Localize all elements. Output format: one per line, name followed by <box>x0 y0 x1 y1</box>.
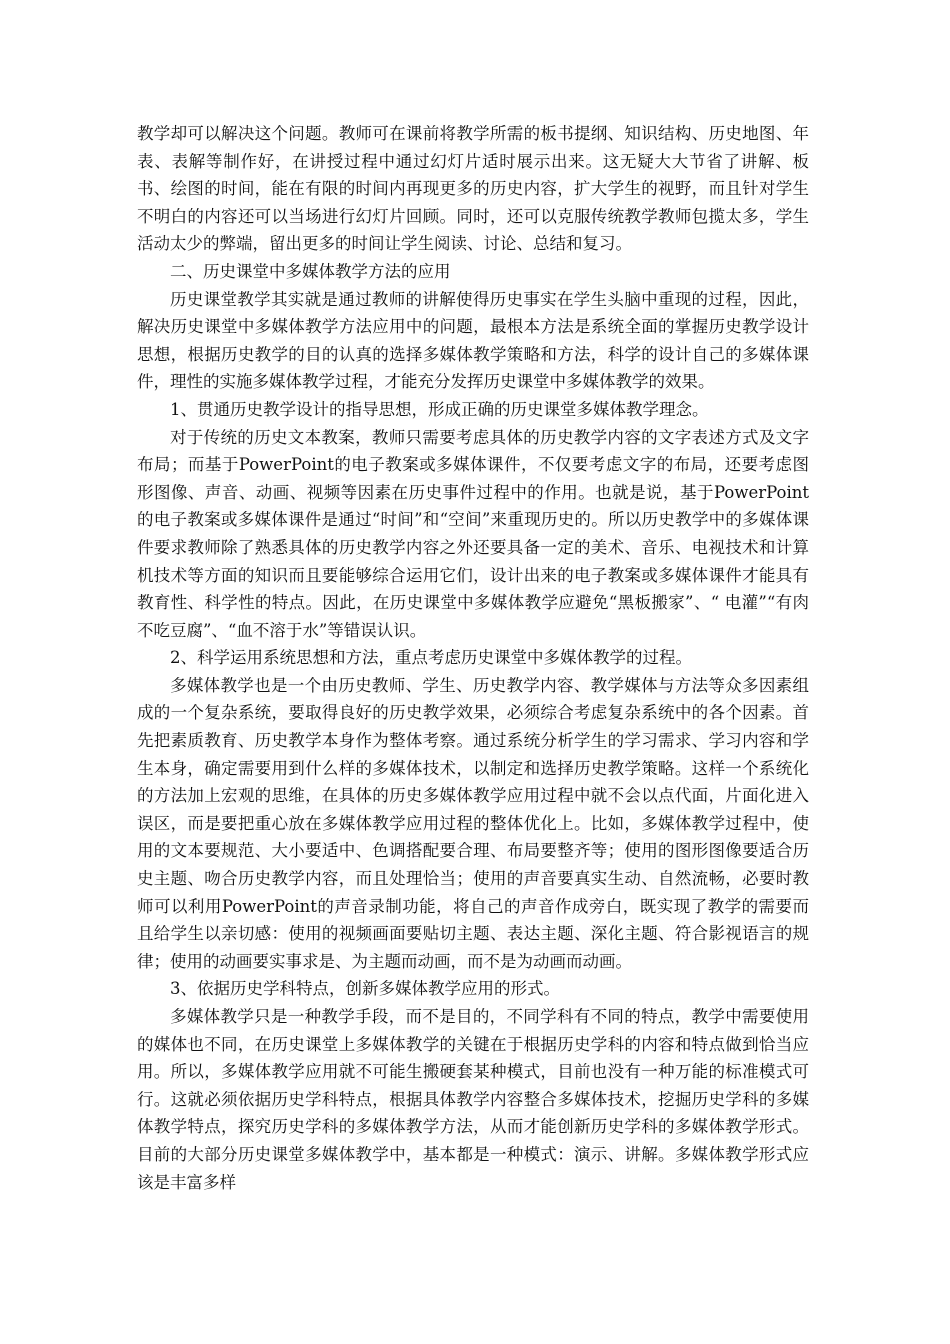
paragraph-continued: 教学却可以解决这个问题。教师可在课前将教学所需的板书提纲、知识结构、历史地图、年表、表解等制作好，在讲授过程中通过幻灯片适时展示出来。这无疑大大节省了讲解、板书、绘图的时间，能在有限的时间内再现更多的历史内容，扩大学生的视野，而且针对学生不明白的内容还可以当场进行幻灯片回顾。同时，还可以克服传统教学教师包揽太多，学生活动太少的弊端，留出更多的时间让学生阅读、讨论、总结和复习。 <box>137 124 809 254</box>
paragraph: 历史课堂教学其实就是通过教师的讲解使得历史事实在学生头脑中重现的过程，因此，解决历史课堂中多媒体教学方法应用中的问题，最根本方法是系统全面的掌握历史教学设计思想，根据历史教学的目的认真的选择多媒体教学策略和方法，科学的设计自己的多媒体课件，理性的实施多媒体教学过程，才能充分发挥历史课堂中多媒体教学的效果。 <box>137 289 809 392</box>
paragraph: 多媒体教学也是一个由历史教师、学生、历史教学内容、教学媒体与方法等众多因素组成的一个复杂系统，要取得良好的历史教学效果，必须综合考虑复杂系统中的各个因素。首先把素质教育、历史教学本身作为整体考察。通过系统分析学生的学习需求、学习内容和学生本身，确定需要用到什么样的多媒体技术，以制定和选择历史教学策略。这样一个系统化的方法加上宏观的思维，在具体的历史多媒体教学应用过程中就不会以点代面，片面化进入误区，而是要把重心放在多媒体教学应用过程的整体优化上。比如，多媒体教学过程中，使用的文本要规范、大小要适中、色调搭配要合理、布局要整齐等；使用的图形图像要适合历史主题、吻合历史教学内容，而且处理恰当；使用的声音要真实生动、自然流畅，必要时教师可以利用PowerPoint的声音录制功能，将自己的声音作成旁白，既实现了教学的需要而且给学生以亲切感：使用的视频画面要贴切主题、表达主题、深化主题、符合影视语言的规律；使用的动画要实事求是、为主题而动画，而不是为动画而动画。 <box>137 675 809 971</box>
document-body <box>137 120 809 1196</box>
subsection-heading-2: 2、科学运用系统思想和方法，重点考虑历史课堂中多媒体教学的过程。 <box>170 648 692 668</box>
section-heading-2: 二、历史课堂中多媒体教学方法的应用 <box>170 261 451 281</box>
subsection-heading-1: 1、贯通历史教学设计的指导思想，形成正确的历史课堂多媒体教学理念。 <box>170 399 709 419</box>
paragraph: 多媒体教学只是一种教学手段，而不是目的，不同学科有不同的特点，教学中需要使用的媒体也不同，在历史课堂上多媒体教学的关键在于根据历史学科的内容和特点做到恰当应用。所以，多媒体教学应用就不可能生搬硬套某种模式，目前也没有一种万能的标准模式可行。这就必须依据历史学科特点，根据具体教学内容整合多媒体技术，挖掘历史学科的多媒体教学特点，探究历史学科的多媒体教学方法，从而才能创新历史学科的多媒体教学形式。目前的大部分历史课堂多媒体教学中，基本都是一种模式：演示、讲解。多媒体教学形式应该是丰富多样 <box>137 1007 809 1192</box>
paragraph: 对于传统的历史文本教案，教师只需要考虑具体的历史教学内容的文字表述方式及文字布局；而基于PowerPoint的电子教案或多媒体课件，不仅要考虑文字的布局，还要考虑图形图像、声音、动画、视频等因素在历史事件过程中的作用。也就是说，基于PowerPoint的电子教案或多媒体课件是通过“时间”和“空间”来重现历史的。所以历史教学中的多媒体课件要求教师除了熟悉具体的历史教学内容之外还要具备一定的美术、音乐、电视技术和计算机技术等方面的知识而且要能够综合运用它们，设计出来的电子教案或多媒体课件才能具有教育性、科学性的特点。因此，在历史课堂中多媒体教学应避免“黑板搬家”、“ 电灌”“有肉不吃豆腐”、“血不溶于水”等错误认识。 <box>137 427 809 640</box>
subsection-heading-3: 3、依据历史学科特点，创新多媒体教学应用的形式。 <box>170 979 560 999</box>
